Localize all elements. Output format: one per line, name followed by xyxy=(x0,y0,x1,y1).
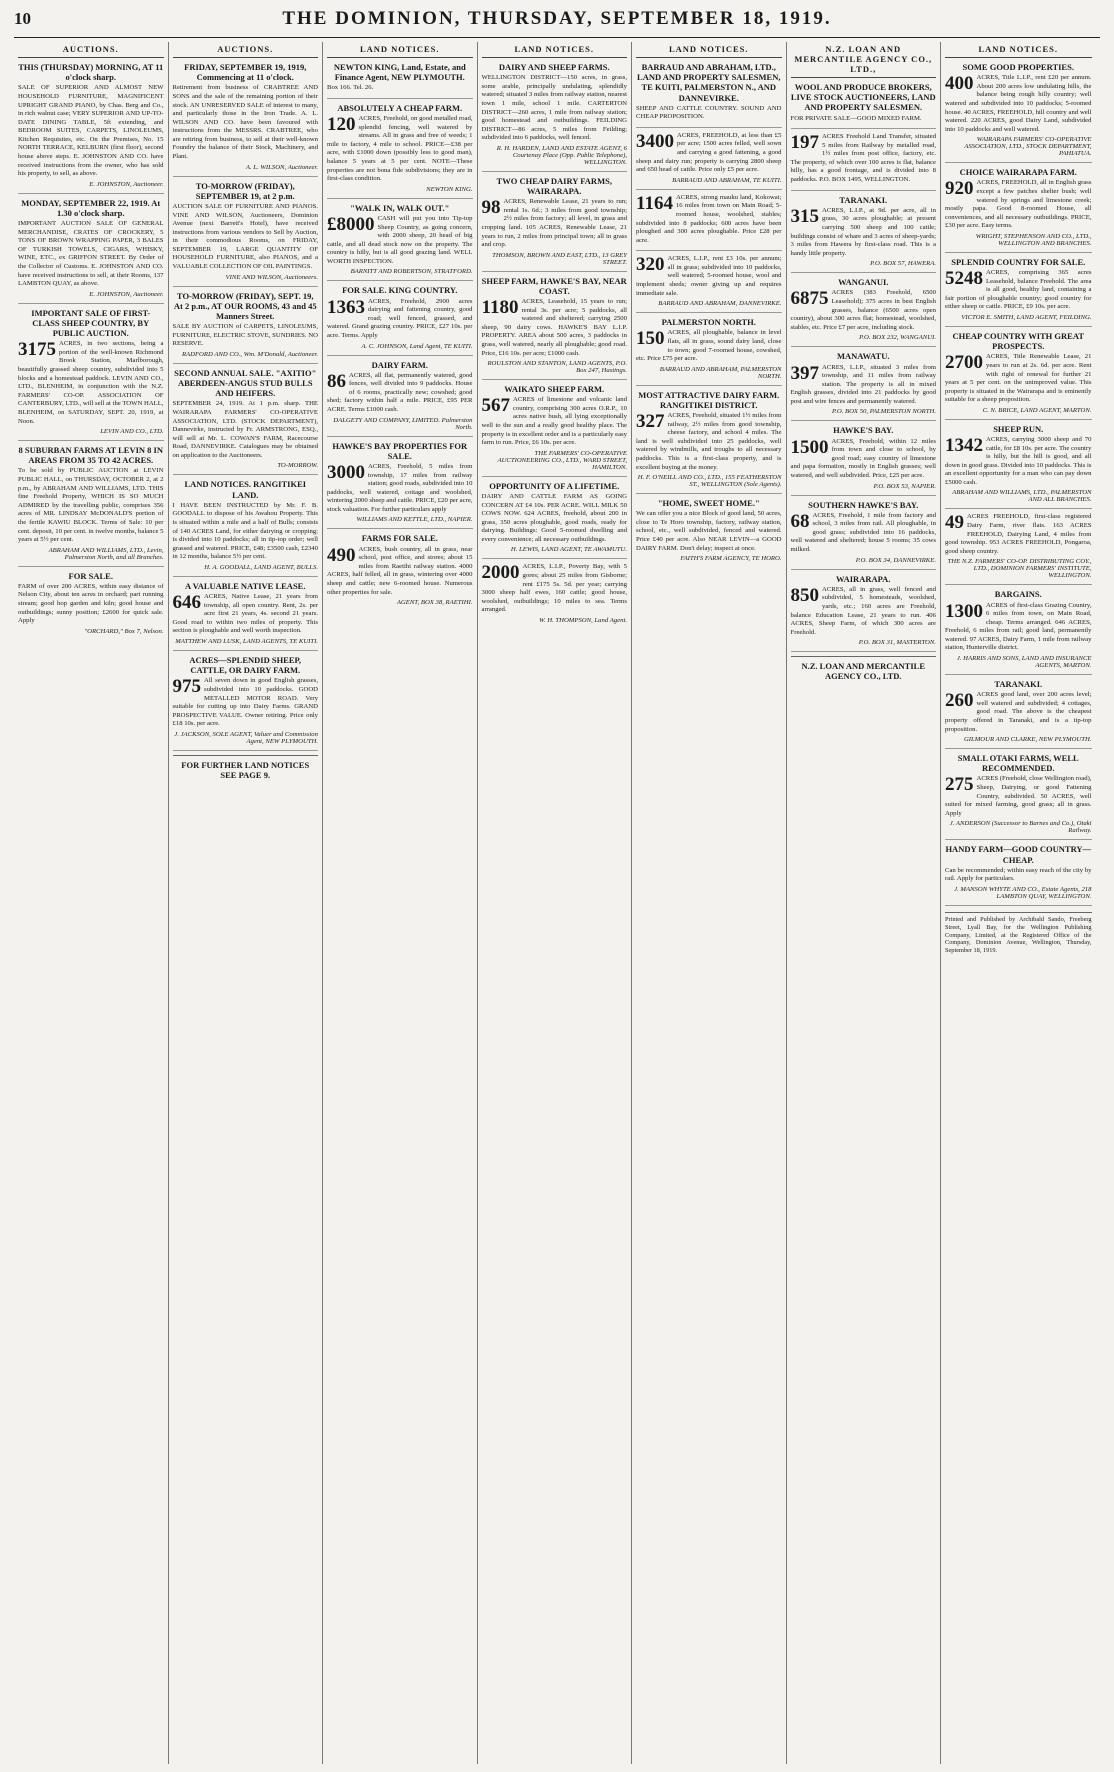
classified-ad xyxy=(636,190,782,251)
ad-advertiser: P.O. BOX 34, DANNEVIRKE. xyxy=(855,556,936,564)
ad-acreage-figure: 327 xyxy=(636,411,665,433)
classified-ad xyxy=(482,172,628,272)
ad-advertiser: P.O. BOX 50, PALMERSTON NORTH. xyxy=(831,408,936,416)
ad-headline: PALMERSTON NORTH. xyxy=(661,317,756,328)
ad-text: ACRES, L.I.P., rent £3 10s. per annum; all in grass; subdivided into 10 paddocks, well watered; 5-roomed house, wool and implement sheds; owner giving up and requires immediate sale. xyxy=(636,255,782,297)
ad-acreage-figure: 1164 xyxy=(636,192,673,214)
ad-text: ACRES, carrying 3000 sheep and 70 cattle, for £8 10s. per acre. The country is hilly, but the hill is good, and all down in good grass. Divided into 10 paddocks. This is an excellent opportunity for a man who can pay down £5000 cash. xyxy=(945,436,1092,486)
ad-headline: SHEEP FARM, HAWKE'S BAY, NEAR COAST. xyxy=(481,275,627,296)
classified-ad xyxy=(945,675,1092,749)
ad-advertiser: H. A. GOODALL, LAND AGENT, BULLS. xyxy=(204,563,318,571)
ad-body xyxy=(945,436,1092,487)
classified-ad xyxy=(791,191,937,274)
ad-headline: MOST ATTRACTIVE DAIRY FARM. RANGITIKEI DISTRICT. xyxy=(638,389,780,410)
ad-text: ACRES, all in grass, well fenced and subdivided, 5 homesteads, woolshed, yards, etc.; 160 acres are Freehold, balance Education Lease, 21 years to run. 406 ACRES, Sheep Farm, of which 300 acres are Freehold. xyxy=(790,585,936,636)
ad-text: ACRES, Native Lease, 21 years from township, all open country. Rent, 2s. per acre first 21 years, 4s. second 21 years. Good road to within two miles of property. This section is ploughable and well worth inspection. xyxy=(172,593,318,635)
ad-acreage-figure: 98 xyxy=(481,197,501,219)
ad-body xyxy=(636,194,782,245)
classified-ad xyxy=(327,356,473,437)
ad-headline: CHEAP COUNTRY WITH GREAT PROSPECTS. xyxy=(952,330,1085,352)
ad-body xyxy=(173,203,319,272)
ad-acreage-figure: 646 xyxy=(172,592,201,614)
ad-advertiser: WILLIAMS AND KETTLE, LTD., NAPIER. xyxy=(356,516,473,524)
ad-body xyxy=(636,105,782,122)
ad-acreage-figure: 3000 xyxy=(327,461,365,483)
classified-ad xyxy=(327,58,473,99)
ad-headline: ABSOLUTELY A CHEAP FARM. xyxy=(337,102,463,113)
ad-text: ACRES, Title Renewable Lease, 21 years to run at 2s. 6d. per acre. Rent with right of renewal for further 21 years at 5 per cent. on the unimproved value. This property is situated in the Wairarapa and is eminently suitable for a sheep proposition. xyxy=(945,353,1092,404)
ad-headline: TO-MORROW (FRIDAY), SEPTEMBER 19, at 2 p.m. xyxy=(195,180,295,201)
ad-acreage-figure: 197 xyxy=(790,132,819,154)
column-heading: LAND NOTICES. xyxy=(636,42,782,58)
ad-text: FARM of over 200 ACRES, within easy distance of Nelson City, about ten acres in orchard; part running stream; good hop garden and kiln; good house and outbuildings; sunny position; £2600 for quick sale. Apply xyxy=(18,582,164,625)
ad-text: To be sold by PUBLIC AUCTION at LEVIN PUBLIC HALL, on THURSDAY, OCTOBER 2, at 2 p.m., by ABRAHAM AND WILLIAMS, LTD. THIS fine Freehold Property, WHICH IS SO MUCH ADMIRED by the travelling public, comprises 356 acres of MR. LINDSAY McDONALD'S portion of the fertile KAWIU BLOCK. Terms of Sale: 10 per cent. deposit, 10 per cent. in twelve months, balance 5 years at 5½ per cent. xyxy=(18,467,164,544)
classified-ad xyxy=(482,477,628,560)
classified-ad xyxy=(945,509,1092,585)
ad-body xyxy=(327,546,473,597)
ad-body xyxy=(945,353,1092,404)
ad-advertiser: P.O. BOX 31, MASTERTON. xyxy=(858,639,936,647)
classified-ad xyxy=(945,327,1092,420)
ad-text: SALE BY AUCTION of CARPETS, LINOLEUMS, FURNITURE, ELECTRIC STOVE, SUNDRIES. NO RESERVE. xyxy=(172,323,318,348)
ad-acreage-figure: 315 xyxy=(790,205,819,227)
ad-advertiser: VICTOR E. SMITH, LAND AGENT, FEILDING. xyxy=(961,313,1092,321)
ad-advertiser: "ORCHARD," Box 7, Nelson. xyxy=(84,627,164,635)
ad-body xyxy=(173,323,319,349)
ad-acreage-figure: 120 xyxy=(327,114,356,136)
ad-body xyxy=(18,583,164,626)
ad-body xyxy=(173,84,319,161)
classified-ad xyxy=(173,364,319,476)
ad-advertiser: C. N. BRICE, LAND AGENT, MARTON. xyxy=(982,406,1092,414)
ad-headline: SMALL OTAKI FARMS, WELL RECOMMENDED. xyxy=(957,753,1079,774)
column-2 xyxy=(169,42,324,1764)
ad-text: DAIRY AND CATTLE FARM AS GOING CONCERN AT £4 10s. PER ACRE. WILL MILK 50 COWS NOW. 624 ACRES, freehold, about 200 in grass, 350 acres ploughable, good roads, ready for dairying. Buildings: Good 5-roomed dwelling and every convenience; all necessary outbuildings. xyxy=(481,492,627,543)
classified-ad xyxy=(482,58,628,172)
ad-acreage-figure: 1180 xyxy=(481,297,519,319)
ad-acreage-figure: 2000 xyxy=(481,562,520,584)
ad-text: Box 166. Tel. 26. xyxy=(327,84,374,92)
ad-acreage-figure: 3400 xyxy=(636,130,674,152)
ad-acreage-figure: 850 xyxy=(790,584,819,606)
ad-body xyxy=(482,74,628,143)
ad-text: AUCTION SALE OF FURNITURE AND PIANOS. VINE AND WILSON, Auctioneers, Dominion Avenue (next Barrett's Hotel), have received instructions from various vendors to Sell by Auction, in their commodious Rooms, on FRIDAY, SEPTEMBER 19, LARGE QUANTITY OF HOUSEHOLD FURNITURE, also PIANOS, and a VALUABLE COLLECTION OF OIL PAINTINGS. xyxy=(172,202,318,270)
ad-text: ACRES, Title L.I.P., rent £20 per annum. About 200 acres low undulating hills, the balance being rough hilly country; well watered and subdivided into 10 paddocks; 5-roomed house. 40 ACRES, FREEHOLD, hill country and well watered. 220 ACRES, good Dairy Land, subdivided into 10 paddocks and well watered. xyxy=(945,74,1092,133)
ad-headline: FARMS FOR SALE. xyxy=(361,533,438,544)
ad-text: Retirement from business of CRABTREE AND SONS and the sale of the remaining portion of their stock. AN UNRESERVED SALE of interest to many, and particularly those in the Iron Trade. A. L. WILSON AND CO. have been favoured with instructions from the MESSRS. CRABTREE, who are retiring from business, to sell at their well-known Foundry the balance of their Stock, Machinery, and Plant. xyxy=(172,84,318,160)
column-4 xyxy=(478,42,633,1764)
ad-body xyxy=(791,289,937,332)
ad-text: ACRES, Freehold, 2900 acres dairying and fattening country, good road; well fenced, grassed, and watered. Grand grazing country. PRICE, £27 10s. per acre. Terms. Apply xyxy=(327,297,473,339)
ad-advertiser: E. JOHNSTON, Auctioneer. xyxy=(89,180,164,188)
ad-acreage-figure: 397 xyxy=(790,362,819,384)
ad-advertiser: J. MANSON WHYTE AND CO., Estate Agents, 218 LAMBTON QUAY, WELLINGTON. xyxy=(954,885,1092,900)
ad-body xyxy=(636,510,782,553)
ad-headline: IMPORTANT SALE OF FIRST-CLASS SHEEP COUNTRY, BY PUBLIC AUCTION. xyxy=(31,307,151,339)
classified-ad xyxy=(482,559,628,628)
ad-text: ACRES, bush country, all in grass, near school, post office, and stores; about 15 miles from Raetihi railway station. 4000 ACRES, half felled, all in grass, wintering over 4000 sheep and cattle; new 6-roomed house. Numerous other properties for sale. xyxy=(327,545,473,596)
ad-text: ACRES, Freehold, 5 miles from township, 17 miles from railway station; good roads, subdivided into 10 paddocks, well watered, cottage and woolshed, wintering 2000 sheep and cattle. PRICE, £20 per acre, stock valuation. For further particulars apply xyxy=(327,462,473,513)
ad-headline: HAWKE'S BAY. xyxy=(833,425,894,436)
ad-body xyxy=(791,438,937,481)
ad-advertiser: RADFORD AND CO., Wm. M'Donald, Auctioneer. xyxy=(181,350,318,358)
classified-ad xyxy=(327,281,473,355)
ad-text: ACRES, all ploughable, balance in level flats, all in grass, sound dairy land, close to town; good 7-roomed house, cowshed, etc. Price £75 per acre. xyxy=(636,329,782,363)
ad-body xyxy=(327,298,473,341)
classified-ad xyxy=(791,78,937,129)
ad-body xyxy=(173,400,319,460)
column-footer-note: N.Z. LOAN AND MERCANTILE AGENCY CO., LTD. xyxy=(791,656,937,681)
ad-text: ACRES, Freehold, on good metalled road, splendid fencing, well watered by streams. All in grass and free of weeds; 1 mile to factory, 4 mile to school. PRICE—£38 per acre, with £1000 down (possibly less to good man), balance 5 years at 5 per cent. NOTE—These properties are not bona fide subdivisions; they are in first-class condition. xyxy=(327,115,473,183)
ad-body xyxy=(327,372,473,415)
ad-advertiser: WRIGHT, STEPHENSON AND CO., LTD., WELLINGTON AND BRANCHES. xyxy=(975,232,1092,247)
classified-ad xyxy=(791,273,937,347)
ad-text: ACRES, comprising 365 acres Leasehold, balance Freehold. The area is all good, healthy land, containing a fair portion of ploughable country; good country for either sheep or cattle. PRICE, £9 10s. per acre. xyxy=(945,269,1092,311)
ad-text: ACRES Freehold Land Transfer, situated 5 miles from Railway by metalled road, 1½ miles from post office, factory, etc. The property, of which over 100 acres is flat, balance hilly, has a good frontage, and is divided into 8 paddocks. P.O. BOX 1495, WELLINGTON. xyxy=(790,133,936,184)
classified-ad xyxy=(636,386,782,494)
ad-advertiser: J. ANDERSON (Successor to Barnes and Co.), Otaki Railway. xyxy=(949,820,1092,835)
ad-body xyxy=(18,220,164,289)
ad-body xyxy=(173,593,319,636)
ad-headline: TARANAKI. xyxy=(839,194,888,205)
classified-ad xyxy=(173,287,319,364)
ad-headline: SOME GOOD PROPERTIES. xyxy=(962,62,1074,72)
ad-advertiser: ROULSTON AND STANTON, LAND AGENTS, P.O. Box 247, Hastings. xyxy=(487,360,627,375)
ad-text: FOR PRIVATE SALE—GOOD MIXED FARM. xyxy=(790,114,922,122)
ad-advertiser: THE N.Z. FARMERS' CO-OP. DISTRIBUTING COY., LTD., DOMINION FARMERS' INSTITUTE, WELLINGTON. xyxy=(947,558,1092,580)
ad-headline: THIS (THURSDAY) MORNING, AT 11 o'clock sharp. xyxy=(18,62,164,83)
ad-headline: CHOICE WAIRARAPA FARM. xyxy=(959,167,1077,178)
ad-text: IMPORTANT AUCTION SALE OF GENERAL MERCHANDISE, CRATES OF CROCKERY, 5 TONS OF BROWN WRAPPING PAPER, 3 BALES OF TURKISH TOWELS, CIGARS, WHISKY, WINE, ETC., ex GRIFFON STREET. By Order of the Collector of Customs. E. JOHNSTON AND CO. have received instructions to sell, at their Rooms, 137 LAMBTON QUAY, as above. xyxy=(18,220,164,288)
classified-ad xyxy=(482,380,628,477)
ad-acreage-figure: 567 xyxy=(481,395,510,417)
ad-acreage-figure: 275 xyxy=(945,774,974,796)
column-5 xyxy=(632,42,787,1764)
classified-ad xyxy=(945,253,1092,327)
column-footer-note: FOR FURTHER LAND NOTICES SEE PAGE 9. xyxy=(173,755,319,780)
ad-text: ACRES FREEHOLD, first-class registered Dairy Farm, river flats. 163 ACRES FREEHOLD, Dairying Land, 4 miles from good township. 953 ACRES FREEHOLD, Pongaroa, good sheep country. xyxy=(945,513,1092,555)
ad-body xyxy=(18,340,164,426)
ad-advertiser: R. H. HARDEN, LAND AND ESTATE AGENT, 6 Courtenay Place (Opp. Public Telephone), WELLINGTON. xyxy=(496,144,627,166)
ad-text: ACRES, Renewable Lease, 21 years to run; rental 1s. 6d.; 3 miles from good township; 2½ miles from factory; all level, in grass and cropping land. 105 ACRES, Renewable Lease, 21 years to run, 2 miles from principal town; all in grass and crop. xyxy=(481,198,627,249)
ad-text: ACRES, all flat, permanently watered, good fences, well divided into 9 paddocks. House of 6 rooms, practically new; cowshed; good shed; factory within half a mile. PRICE, £95 PER ACRE. Terms £1000 cash. xyxy=(327,371,473,413)
ad-headline: MANAWATU. xyxy=(837,351,890,362)
ad-text: SHEEP AND CATTLE COUNTRY. SOUND AND CHEAP PROPOSITION. xyxy=(636,104,782,121)
ad-acreage-figure: 1363 xyxy=(327,296,365,318)
ad-headline: "HOME, SWEET HOME." xyxy=(657,498,760,509)
ad-advertiser: THE FARMERS' CO-OPERATIVE AUCTIONEERING CO., LTD., WARD STREET, HAMILTON. xyxy=(497,449,627,471)
ad-headline: OPPORTUNITY OF A LIFETIME. xyxy=(489,480,620,491)
newspaper-title: THE DOMINION, THURSDAY, SEPTEMBER 18, 1919. xyxy=(282,8,832,29)
ad-body xyxy=(482,493,628,544)
classified-ad xyxy=(327,529,473,611)
column-heading: N.Z. LOAN AND MERCANTILE AGENCY CO., LTD., xyxy=(791,42,937,78)
ad-headline: NEWTON KING, Land, Estate, and Finance Agent, NEW PLYMOUTH. xyxy=(333,62,466,83)
classified-ad xyxy=(636,128,782,190)
ad-text: ACRES, strong mauku land, Kokowai; 16 miles from town on Main Road; 5-roomed house, woolshed, stables; subdivided into 8 paddocks; 600 acres have been ploughed and 300 acres ploughable. Price £28 per acre. xyxy=(636,193,782,244)
ad-headline: FOR SALE. xyxy=(68,570,113,581)
ad-body xyxy=(791,586,937,637)
ad-headline: SOUTHERN HAWKE'S BAY. xyxy=(808,499,919,510)
classified-ad xyxy=(327,437,473,530)
ad-text: We can offer you a nice Block of good land, 50 acres, close to Te Horo township, factory, railway station, school, etc., well subdivided, fenced and watered. Price £40 per acre. Also NEAR LEVIN—a GOOD DAIRY FARM. Don't delay; inspect at once. xyxy=(636,510,782,552)
ad-body xyxy=(173,502,319,562)
ad-acreage-figure: 150 xyxy=(636,328,665,350)
ad-body xyxy=(945,775,1092,818)
ad-headline: WANGANUI. xyxy=(838,277,889,288)
ad-advertiser: LEVIN AND CO., LTD. xyxy=(100,428,164,436)
ad-advertiser: ABRAHAM AND WILLIAMS, LTD., Levin, Palmerston North, and all Branches. xyxy=(48,546,164,561)
ad-headline: TWO CHEAP DAIRY FARMS, WAIRARAPA. xyxy=(496,175,612,196)
ad-advertiser: P.O. BOX 57, HAWERA. xyxy=(870,260,936,268)
ad-headline: "WALK IN, WALK OUT." xyxy=(350,202,450,213)
ad-text: ACRES, Freehold, within 12 miles from town and close to school, by good road; easy country of limestone and papa formation, mostly in English grasses; well watered, and well subdivided. Price, £25 per acre. xyxy=(790,437,936,479)
ad-body xyxy=(945,74,1092,134)
ad-advertiser: BARRAUD AND ABRAHAM, PALMERSTON NORTH. xyxy=(659,365,782,380)
ad-text: Can be recommended; within easy reach of the city by rail. Apply for particulars. xyxy=(945,866,1092,883)
ad-body xyxy=(945,269,1092,312)
ad-acreage-figure: 2700 xyxy=(945,352,983,374)
ad-body xyxy=(945,691,1092,734)
classified-ad xyxy=(791,496,937,570)
ad-advertiser: WAIRARAPA FARMERS' CO-OPERATIVE ASSOCIATION, LTD., STOCK DEPARTMENT, PAHIATUA. xyxy=(964,136,1092,158)
ad-advertiser: VINE AND WILSON, Auctioneers. xyxy=(225,273,318,281)
ad-advertiser: A. C. JOHNSON, Land Agent, TE KUITI. xyxy=(361,342,473,350)
ad-body xyxy=(636,132,782,175)
ad-text: ACRES of first-class Grazing Country, 6 miles from town, on Main Road, cheap. Terms arranged. 646 ACRES, Freehold, 6 miles from rail; good land, permanently watered. 97 ACRES, Dairy Farm, 1 mile from railway station, Hunterville district. xyxy=(945,601,1092,652)
masthead xyxy=(14,0,1100,38)
ad-advertiser: GILMOUR AND CLARKE, NEW PLYMOUTH. xyxy=(963,736,1092,744)
classified-ad xyxy=(791,421,937,495)
ad-body xyxy=(18,467,164,544)
classified-ad xyxy=(945,58,1092,163)
ad-text: ACRES, Leasehold, 15 years to run; rental 3s. per acre; 5 paddocks, all watered and sheltered; carrying 2500 sheep, 90 dairy cows. HAWKE'S BAY L.I.P. PROPERTY. AREA about 500 acres, 3 paddocks in grass, well watered, nearly all ploughable; good road. Price, £16 10s. per acre; £1000 cash. xyxy=(481,298,627,357)
ad-text: SALE OF SUPERIOR AND ALMOST NEW HOUSEHOLD FURNITURE, MAGNIFICENT UPRIGHT GRAND PIANO, by Chas. Berg and Co., in rich walnut case; VERY SUPERIOR AND UP-TO-DATE DINING TABLE, 5ft extending, and BEDROOM SUITES, CARPETS, LINOLEUMS, Kitchen Requisites, etc. On the Premises, No. 15 NORTH TERRACE, KELBURN (first floor), second house above steps. E. JOHNSTON AND CO. have received instructions from the owner, who has sold his property, to sell, as above. xyxy=(18,84,164,178)
ad-text: ACRES, Freehold, situated 1½ miles from railway, 2½ miles from good township, cheese factory, and school 4 miles. The land is well subdivided into 25 paddocks, well watered by windmills, and troughs to all necessary paddocks. This is a first-class property, and is excellent buying at the money. xyxy=(636,412,782,471)
ad-headline: HAWKE'S BAY PROPERTIES FOR SALE. xyxy=(332,440,468,461)
ad-headline: SPLENDID COUNTRY FOR SALE. xyxy=(951,256,1086,267)
ad-headline: 8 SUBURBAN FARMS AT LEVIN 8 IN AREAS FROM 35 TO 42 ACRES. xyxy=(18,445,164,466)
ad-acreage-figure: 490 xyxy=(327,544,356,566)
ad-body xyxy=(327,463,473,514)
classified-ad xyxy=(173,177,319,287)
classified-ad xyxy=(18,304,164,441)
classified-ad xyxy=(945,585,1092,675)
ad-advertiser: MATTHEW AND LUSK, LAND AGENTS, TE KUITI. xyxy=(175,637,318,645)
ad-body xyxy=(945,602,1092,653)
ad-text: ACRES, L.I.P., Poverty Bay, with 5 gores; about 25 miles from Gisborne; rent £175 5s. 5d. per year; carrying 3000 sheep half ewes, 160 cattle; good house, woolshed, outbuildings; 10 miles to sea. Terms arranged. xyxy=(481,563,627,614)
ad-text: ACRES, L.I.P., at 9d. per acre, all in grass, 30 acres ploughable; at present carrying 500 sheep and 100 cattle; buildings consist of whare and 3 acres of sheep-yards; 3 miles from Hawera by first-class road. This is a handy little property. xyxy=(790,206,936,257)
classified-ad xyxy=(636,58,782,128)
column-heading: AUCTIONS. xyxy=(173,42,319,58)
ad-body xyxy=(945,179,1092,230)
ad-advertiser: THOMSON, BROWN AND EAST, LTD., 13 GREY STREET. xyxy=(492,251,627,266)
ad-text: ACRES, FREEHOLD, all in English grass except a few patches shelter bush; well watered by springs and limestone creek; mostly papa. Good 8-roomed House, all conveniences, and all necessary outbuildings. PRICE, £30 per acre. Easy terms. xyxy=(945,179,1092,230)
ad-advertiser: BARNITT AND ROBERTSON, STRATFORD. xyxy=(350,268,473,276)
ad-advertiser: J. HARRIS AND SONS, LAND AND INSURANCE AGENTS, MARTON. xyxy=(956,655,1092,670)
page-number: 10 xyxy=(14,9,31,28)
classified-ad xyxy=(945,749,1092,840)
ad-headline: DAIRY AND SHEEP FARMS. xyxy=(498,62,610,72)
classified-ad xyxy=(173,651,319,751)
classified-ad xyxy=(945,163,1092,253)
ad-text: ACRES, L.I.P., situated 3 miles from township, and 11 miles from railway station. The property is all in mixed English grasses, divided into 21 paddocks by good post and wire fences and permanently watered. xyxy=(790,363,936,405)
ad-acreage-figure: £8000 xyxy=(327,213,375,235)
column-6 xyxy=(787,42,942,1764)
ad-text: ACRES, Freehold, 1 mile from factory and school, 3 miles from rail. All ploughable, in good grass; subdivided into 16 paddocks, well watered and sheltered; house 5 rooms; 35 cows milked. xyxy=(790,511,936,553)
ad-acreage-figure: 6875 xyxy=(790,288,829,310)
ad-advertiser: J. JACKSON, SOLE AGENT, Valuer and Commission Agent, NEW PLYMOUTH. xyxy=(174,730,318,745)
column-heading: LAND NOTICES. xyxy=(327,42,473,58)
classified-ad xyxy=(636,251,782,313)
ad-text: ACRES (Freehold, close Wellington road), Sheep, Dairying, or good Fattening Country, subdivided. 50 ACRES, well suited for mixed farming, good grass; all in grass. Apply xyxy=(945,775,1092,817)
ad-body xyxy=(945,867,1092,884)
classified-ad xyxy=(173,475,319,576)
ad-headline: BARGAINS. xyxy=(994,589,1042,600)
ad-text: ACRES good land, over 200 acres level; well watered and subdivided; 4 cottages, good road. The above is the cheapest property offered in Taranaki, and is a tip-top proposition. xyxy=(945,691,1092,733)
ad-acreage-figure: 1500 xyxy=(790,436,829,458)
classified-ad xyxy=(636,494,782,567)
ad-headline: BARRAUD AND ABRAHAM, LTD., LAND AND PROPERTY SALESMEN, TE KUITI, PALMERSTON N., AND DANNEVIRKE. xyxy=(637,62,781,103)
ad-acreage-figure: 260 xyxy=(945,690,974,712)
column-7 xyxy=(941,42,1096,1764)
classified-ad xyxy=(18,58,164,194)
classified-ad xyxy=(791,129,937,190)
ad-body xyxy=(482,298,628,358)
ad-advertiser: FAITH'S FARM AGENCY, TE HORO. xyxy=(680,555,782,563)
ad-body xyxy=(945,513,1092,556)
ad-headline: ACRES—SPLENDID SHEEP, CATTLE, OR DAIRY FARM. xyxy=(189,654,302,676)
ad-body xyxy=(636,329,782,363)
classified-ad xyxy=(173,577,319,651)
ad-text: ACRES of limestone and volcanic land country, comprising 300 acres O.R.P., 10 acres native bush, all lying exceptionally well to the sun and a really good healthy place. The property is in excellent order and is a particularly easy farm to run. Price, £6 10s. per acre. xyxy=(481,396,627,447)
ad-headline: A VALUABLE NATIVE LEASE. xyxy=(185,580,306,591)
ad-headline: DAIRY FARM. xyxy=(371,359,428,370)
ad-headline: WOOL AND PRODUCE BROKERS, LIVE STOCK AUCTIONEERS, LAND AND PROPERTY SALESMEN. xyxy=(790,82,936,113)
ad-body xyxy=(791,115,937,124)
ad-headline: FRIDAY, SEPTEMBER 19, 1919, Commencing at 11 o'clock. xyxy=(184,62,307,83)
ad-advertiser: P.O. BOX 53, NAPIER. xyxy=(873,482,936,490)
classified-ad xyxy=(18,194,164,304)
ad-body xyxy=(791,133,937,184)
ad-body xyxy=(327,215,473,266)
ad-body xyxy=(327,84,473,93)
ad-acreage-figure: 49 xyxy=(945,512,964,534)
columns-container xyxy=(14,42,1100,1764)
ad-advertiser: BARRAUD AND ABRAHAM, DANNEVIRKE. xyxy=(658,300,782,308)
ad-body xyxy=(636,412,782,472)
ad-advertiser: ABRAHAM AND WILLIAMS, LTD., PALMERSTON AND ALL BRANCHES. xyxy=(952,489,1092,504)
ad-text: ACRES (383 Freehold, 6500 Leasehold); 375 acres in best English grasses, balance (6500 acres open country), about 300 acres flat; homestead, woolshed, stables, etc. Price £7 per acre, including stock. xyxy=(790,289,936,331)
ad-headline: SHEEP RUN. xyxy=(993,423,1044,434)
ad-acreage-figure: 400 xyxy=(945,73,974,95)
ad-acreage-figure: 1342 xyxy=(945,435,983,456)
column-heading: AUCTIONS. xyxy=(18,42,164,58)
ad-advertiser: DALGETY AND COMPANY, LIMITED. Palmerston North. xyxy=(333,416,473,431)
ad-acreage-figure: 920 xyxy=(945,178,974,200)
ad-acreage-figure: 3175 xyxy=(18,339,56,361)
ad-body xyxy=(636,255,782,298)
column-3 xyxy=(323,42,478,1764)
ad-text: SEPTEMBER 24, 1919. At 1 p.m. sharp. THE WAIRARAPA FARMERS' CO-OPERATIVE ASSOCIATION, LTD. (STOCK DEPARTMENT), Dannevirke, instructed by Fr. ARMSTRONG, ESQ., will sell at Mr. L. COWAN'S FARM, Racecourse Road, DANNEVIRKE. Catalogues may be obtained on application to the Auctioneers. xyxy=(172,400,318,459)
classified-ad xyxy=(636,313,782,386)
classified-ad xyxy=(327,99,473,199)
ad-body xyxy=(173,677,319,728)
classified-ad xyxy=(18,441,164,567)
ad-acreage-figure: 5248 xyxy=(945,268,983,290)
ad-text: ACRES, FREEHOLD, at less than £5 per acre; 1500 acres felled, well sown and carrying a good fattening, a good sheep and dairy run; property is carrying 2800 sheep and 650 head of cattle. Price only £5 per acre. xyxy=(636,131,782,174)
ad-acreage-figure: 68 xyxy=(790,510,810,532)
ad-headline: WAIKATO SHEEP FARM. xyxy=(504,384,605,395)
classified-ad xyxy=(791,570,937,653)
ad-advertiser: H. LEWIS, LAND AGENT, TE AWAMUTU. xyxy=(510,546,627,554)
classified-ad xyxy=(945,840,1092,906)
ad-acreage-figure: 320 xyxy=(636,254,665,276)
ad-advertiser: P.O. BOX 232, WANGANUI. xyxy=(859,334,936,342)
column-heading: LAND NOTICES. xyxy=(945,42,1092,58)
ad-body xyxy=(791,207,937,258)
ad-text: WELLINGTON DISTRICT—150 acres, in grass, some arable, principally undulating, splendidly watered; situated 3 miles from railway station, nearest town 1 mile, school 1 mile. CARTERTON DISTRICT—260 acres, 1 mile from railway station; good homestead and outbuildings. FEILDING DISTRICT—86 acres, 5 miles from Feilding; subdivided into 6 paddocks, well fenced. xyxy=(481,74,627,142)
ad-body xyxy=(482,563,628,614)
classified-ad xyxy=(173,58,319,177)
ad-acreage-figure: 975 xyxy=(172,676,201,698)
ad-headline: SECOND ANNUAL SALE. "AXITIO" ABERDEEN-ANGUS STUD BULLS AND HEIFERS. xyxy=(174,367,317,399)
ad-acreage-figure: 1300 xyxy=(945,600,983,622)
ad-body xyxy=(327,115,473,184)
ad-advertiser: H. F. O'NEILL AND CO., LTD., 155 FEATHERSTON ST., WELLINGTON (Sole Agents). xyxy=(637,474,782,489)
classified-ad xyxy=(945,420,1092,510)
ad-text: CASH will put you into Tip-top Sheep Country, as going concern, with 2000 sheep, 20 head of big cattle, and all dead stock now on the property. The country is hilly, but is all good grazing land. WELL WORTH INSPECTION. xyxy=(327,214,473,265)
ad-advertiser: W. H. THOMPSON, Land Agent. xyxy=(538,616,627,624)
ad-headline: LAND NOTICES. RANGITIKEI LAND. xyxy=(184,479,307,500)
ad-body xyxy=(791,364,937,407)
classified-ad xyxy=(791,347,937,421)
classified-ad xyxy=(482,272,628,380)
classified-ad xyxy=(18,567,164,640)
ad-advertiser: TO-MORROW. xyxy=(277,462,318,470)
ad-body xyxy=(482,396,628,447)
column-heading: LAND NOTICES. xyxy=(482,42,628,58)
column-1 xyxy=(14,42,169,1764)
ad-advertiser: BARRAUD AND ABRAHAM, TE KUITI. xyxy=(672,176,782,184)
ad-headline: FOR SALE. KING COUNTRY. xyxy=(342,285,458,296)
ad-body xyxy=(791,512,937,555)
ad-headline: TARANAKI. xyxy=(994,679,1043,690)
printer-imprint: Printed and Published by Archibald Sando, Freeberg Street, Lyall Bay, for the Wellington Publishing Company, Limited, at the Registered Office of the Company, Dominion Avenue, Wellington, Thursday, September 18, 1919. xyxy=(945,912,1092,955)
ad-body xyxy=(18,84,164,178)
ad-headline: MONDAY, SEPTEMBER 22, 1919. At 1.30 o'clock sharp. xyxy=(21,197,161,218)
ad-body xyxy=(482,198,628,249)
ad-headline: HANDY FARM—GOOD COUNTRY—CHEAP. xyxy=(945,844,1092,865)
ad-text: All seven down in good English grasses, subdivided into 10 paddocks. GOOD METALLED MOTOR ROAD. Very suitable for cutting up into Dairy Farms. GRAND PROSPECTIVE VALUE. Owner retiring. Price only £18 10s. per acre. xyxy=(172,677,318,728)
ad-headline: WAIRARAPA. xyxy=(836,573,891,584)
ad-headline: TO-MORROW (FRIDAY), SEPT. 19, At 2 p.m., AT OUR ROOMS, 43 and 45 Manners Street. xyxy=(173,290,317,321)
ad-advertiser: AGENT, BOX 38, RAETIHI. xyxy=(396,599,473,607)
ad-advertiser: E. JOHNSTON, Auctioneer. xyxy=(89,290,164,298)
ad-text: ACRES, in two sections, being a portion of the well-known Richmond Brook Station, Marlborough, beautifully grassed sheep country, subdivided into 5 blocks and a homestead paddock. LEVIN AND CO., LTD., BLENHEIM, in conjunction with the N.Z. FARMERS' CO-OP. ASSOCIATION OF CANTERBURY, LTD., will sell at the TOWN HALL, BLENHEIM, on SATURDAY, SEPT. 20, 1919, at Noon. xyxy=(18,340,164,425)
ad-acreage-figure: 86 xyxy=(327,370,346,392)
classified-ad xyxy=(327,199,473,282)
ad-text: I HAVE BEEN INSTRUCTED by Mr. F. B. GOODALL to dispose of his Awahou Property. This is situated within a mile and a half of Bulls; consists of 140 ACRES Land, for either dairying or cropping; is divided into 10 paddocks; all in tip-top order; well grassed and watered. PRICE, £48; £3500 cash, £2340 in 12 months, balance 5½ per cent. xyxy=(172,501,318,561)
ad-advertiser: A. L. WILSON, Auctioneer. xyxy=(245,163,318,171)
ad-advertiser: NEWTON KING. xyxy=(426,185,473,193)
